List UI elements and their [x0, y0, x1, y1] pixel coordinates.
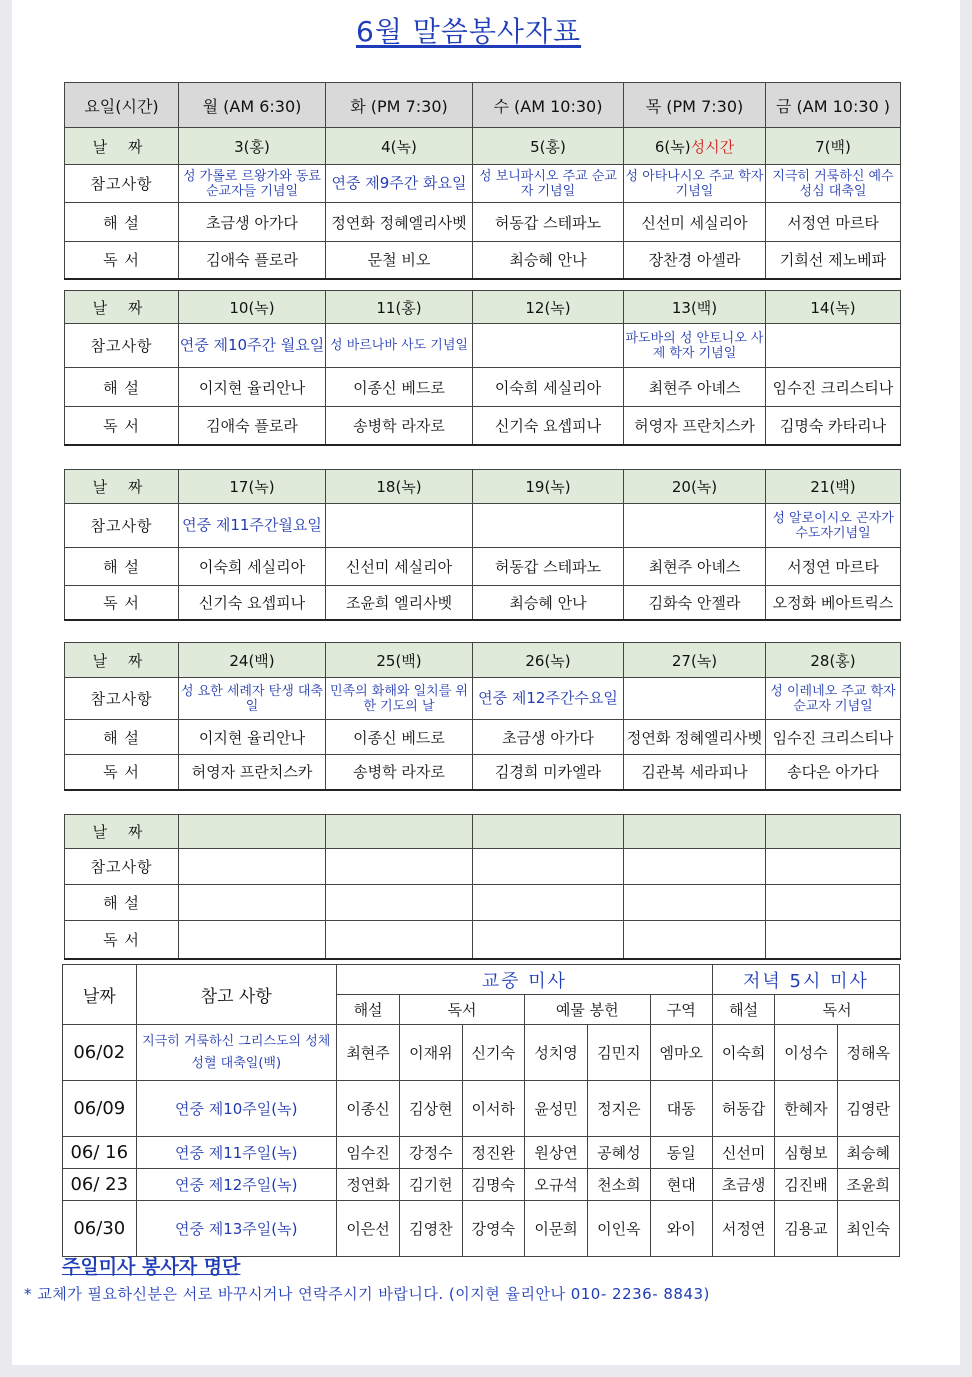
note-cell: 성 가롤로 르왕가와 동료 순교자들 기념일 — [179, 165, 326, 203]
note-cell — [766, 849, 901, 885]
reader-cell: 최승혜 안나 — [473, 586, 624, 620]
commentator-cell: 이지현 율리안나 — [179, 368, 326, 407]
commentator-cell — [766, 885, 901, 921]
commentator-cell: 허동갑 스테파노 — [473, 203, 624, 242]
reader-cell — [624, 921, 766, 959]
date-text: 25(백) — [376, 651, 422, 670]
date-cell — [766, 815, 901, 849]
reader-cell — [473, 921, 624, 959]
reader-cell: 기희선 제노베파 — [766, 242, 901, 279]
sunday-table — [62, 964, 900, 1257]
commentary-row — [65, 720, 901, 755]
row-label: 참고사항 — [65, 165, 179, 203]
date-cell — [473, 291, 624, 324]
sub-header-evening-reading: 독서 — [775, 995, 900, 1025]
note-cell: 연중 제9주간 화요일 — [326, 165, 473, 203]
commentator-cell: 초금생 아가다 — [473, 720, 624, 755]
sunday-date: 06/09 — [63, 1081, 137, 1137]
note-cell — [624, 678, 766, 720]
commentator-cell — [179, 885, 326, 921]
sunday-note-header: 참고 사항 — [136, 965, 336, 1025]
sunday-c-cell: 정연화 — [336, 1169, 399, 1201]
date-text: 20(녹) — [671, 478, 718, 496]
row-label: 해 설 — [65, 368, 179, 407]
sunday-row — [63, 1081, 900, 1137]
sunday-ec-cell: 서정연 — [712, 1201, 774, 1257]
reader-cell: 김화숙 안젤라 — [624, 586, 766, 620]
commentary-row — [65, 203, 901, 242]
week-table — [64, 814, 901, 960]
date-text: 4(녹) — [381, 137, 417, 156]
note-cell — [624, 849, 766, 885]
reader-cell: 김경희 미카엘라 — [473, 755, 624, 790]
sunday-row — [63, 1169, 900, 1201]
note-cell: 성 알로이시오 곤자가 수도자기념일 — [766, 504, 901, 548]
commentator-cell: 정연화 정혜엘리사벳 — [624, 720, 766, 755]
note-row — [65, 849, 901, 885]
row-label: 해 설 — [65, 548, 179, 586]
sunday-r1-cell: 김영찬 — [400, 1201, 462, 1257]
sunday-o2-cell: 천소희 — [588, 1169, 650, 1201]
sunday-ec-cell: 이숙희 — [712, 1025, 774, 1081]
note-cell: 지극히 거룩하신 예수 성심 대축일 — [766, 165, 901, 203]
week-table — [64, 290, 901, 446]
date-text: 19(녹) — [525, 478, 571, 496]
note-row — [65, 678, 901, 720]
commentary-row — [65, 548, 901, 586]
row-label: 참고사항 — [65, 849, 179, 885]
sunday-c-cell: 최현주 — [336, 1025, 399, 1081]
week-table — [64, 642, 901, 791]
date-cell — [624, 128, 766, 165]
note-cell — [766, 324, 901, 368]
commentator-cell: 신선미 세실리아 — [326, 548, 473, 586]
date-text: 5(홍) — [530, 137, 566, 156]
date-cell — [326, 470, 473, 504]
sunday-r2-cell: 정진완 — [462, 1137, 524, 1169]
note-cell — [326, 849, 473, 885]
date-text: 14(녹) — [810, 298, 856, 317]
sunday-er2-cell: 최인숙 — [837, 1201, 899, 1257]
date-text: 28(홍) — [810, 651, 856, 670]
reader-cell: 신기숙 요셉피나 — [179, 586, 326, 620]
sunday-c-cell: 이은선 — [336, 1201, 399, 1257]
week-table — [64, 82, 901, 280]
note-cell: 성 이레네오 주교 학자 순교자 기념일 — [766, 678, 901, 720]
sunday-r2-cell: 신기숙 — [462, 1025, 524, 1081]
sunday-r2-cell: 강영숙 — [462, 1201, 524, 1257]
reader-cell: 김관복 세라피나 — [624, 755, 766, 790]
schedule-page — [12, 0, 960, 1365]
note-row — [65, 504, 901, 548]
commentator-cell: 신선미 세실리아 — [624, 203, 766, 242]
date-cell — [326, 643, 473, 678]
note-cell — [473, 504, 624, 548]
sunday-note: 연중 제12주일(녹) — [136, 1169, 336, 1201]
reader-cell: 문철 비오 — [326, 242, 473, 279]
sunday-er1-cell: 심형보 — [775, 1137, 837, 1169]
note-cell — [179, 849, 326, 885]
note-cell — [473, 849, 624, 885]
note-cell: 연중 제11주간월요일 — [179, 504, 326, 548]
row-label: 독 서 — [65, 242, 179, 279]
sunday-er1-cell: 한혜자 — [775, 1081, 837, 1137]
footer-title: 주일미사 봉사자 명단 — [62, 1256, 241, 1278]
row-label: 날 짜 — [65, 128, 179, 165]
row-label: 독 서 — [65, 755, 179, 790]
sunday-o2-cell: 정지은 — [588, 1081, 650, 1137]
sunday-o2-cell: 공혜성 — [588, 1137, 650, 1169]
day-time-label: 요일(시간) — [65, 83, 179, 128]
sunday-date: 06/30 — [63, 1201, 137, 1257]
commentator-cell: 최현주 아녜스 — [624, 548, 766, 586]
reader-row — [65, 921, 901, 959]
reader-row — [65, 242, 901, 279]
day-header-row — [65, 83, 901, 128]
date-cell — [473, 815, 624, 849]
reader-cell: 허영자 프란치스카 — [624, 407, 766, 445]
date-cell — [179, 470, 326, 504]
sunday-date: 06/ 16 — [63, 1137, 137, 1169]
note-cell: 파도바의 성 안토니오 사제 학자 기념일 — [624, 324, 766, 368]
row-label: 해 설 — [65, 885, 179, 921]
sunday-er2-cell: 조윤희 — [837, 1169, 899, 1201]
date-text: 11(홍) — [376, 298, 422, 317]
commentator-cell: 이지현 율리안나 — [179, 720, 326, 755]
reader-cell: 신기숙 요셉피나 — [473, 407, 624, 445]
reader-row — [65, 755, 901, 790]
date-cell — [624, 815, 766, 849]
sunday-zone-cell: 엠마오 — [650, 1025, 712, 1081]
page-title: 6월 말씀봉사자표 — [356, 15, 582, 48]
date-cell — [766, 643, 901, 678]
row-label: 해 설 — [65, 203, 179, 242]
sunday-zone-cell: 현대 — [650, 1169, 712, 1201]
sunday-r1-cell: 김상현 — [400, 1081, 462, 1137]
sunday-er1-cell: 김진배 — [775, 1169, 837, 1201]
row-label: 해 설 — [65, 720, 179, 755]
reader-cell: 김애숙 플로라 — [179, 242, 326, 279]
date-cell — [326, 815, 473, 849]
date-text: 27(녹) — [671, 651, 718, 670]
note-row — [65, 165, 901, 203]
sunday-note: 지극히 거룩하신 그리스도의 성체 성혈 대축일(백) — [136, 1025, 336, 1081]
sunday-r2-cell: 김명숙 — [462, 1169, 524, 1201]
day-header: 화 (PM 7:30) — [326, 83, 473, 128]
parish-mass-header: 교중 미사 — [336, 965, 712, 995]
note-cell: 민족의 화해와 일치를 위한 기도의 날 — [326, 678, 473, 720]
sunday-note: 연중 제10주일(녹) — [136, 1081, 336, 1137]
date-cell — [766, 128, 901, 165]
note-cell: 성 바르나바 사도 기념일 — [326, 324, 473, 368]
commentator-cell: 임수진 크리스티나 — [766, 720, 901, 755]
row-label: 독 서 — [65, 921, 179, 959]
commentator-cell: 이숙희 세실리아 — [179, 548, 326, 586]
day-header: 수 (AM 10:30) — [473, 83, 624, 128]
sunday-er1-cell: 김용교 — [775, 1201, 837, 1257]
date-text: 18(녹) — [376, 478, 422, 496]
date-row — [65, 815, 901, 849]
row-label: 독 서 — [65, 407, 179, 445]
note-cell: 성 요한 세례자 탄생 대축일 — [179, 678, 326, 720]
sunday-date: 06/ 23 — [63, 1169, 137, 1201]
date-cell — [179, 643, 326, 678]
date-text: 7(백) — [815, 137, 851, 156]
date-text: 13(백) — [671, 298, 718, 317]
sunday-ec-cell: 신선미 — [712, 1137, 774, 1169]
commentator-cell — [473, 885, 624, 921]
sunday-o1-cell: 이문희 — [524, 1201, 587, 1257]
commentator-cell: 서정연 마르타 — [766, 203, 901, 242]
sunday-r1-cell: 이재위 — [400, 1025, 462, 1081]
note-cell — [326, 504, 473, 548]
day-header: 월 (AM 6:30) — [179, 83, 326, 128]
sunday-zone-cell: 와이 — [650, 1201, 712, 1257]
reader-cell: 김애숙 플로라 — [179, 407, 326, 445]
sunday-o1-cell: 윤성민 — [524, 1081, 587, 1137]
date-row — [65, 643, 901, 678]
sub-header-reading: 독서 — [400, 995, 525, 1025]
sunday-row — [63, 1025, 900, 1081]
row-label: 독 서 — [65, 586, 179, 620]
reader-cell: 오정화 베아트릭스 — [766, 586, 901, 620]
date-cell — [179, 291, 326, 324]
sunday-o1-cell: 오규석 — [524, 1169, 587, 1201]
date-cell — [624, 291, 766, 324]
reader-cell: 허영자 프란치스카 — [179, 755, 326, 790]
date-cell — [179, 128, 326, 165]
sunday-row — [63, 1137, 900, 1169]
sunday-c-cell: 임수진 — [336, 1137, 399, 1169]
note-row — [65, 324, 901, 368]
sunday-c-cell: 이종신 — [336, 1081, 399, 1137]
sunday-zone-cell: 대동 — [650, 1081, 712, 1137]
date-cell — [766, 470, 901, 504]
date-text: 21(백) — [810, 478, 856, 496]
commentary-row — [65, 885, 901, 921]
commentator-cell — [326, 885, 473, 921]
date-cell — [624, 643, 766, 678]
holy-hour-marker: 성시간 — [690, 137, 735, 156]
day-header: 목 (PM 7:30) — [624, 83, 766, 128]
commentator-cell — [624, 885, 766, 921]
date-text: 6(녹) — [654, 137, 691, 156]
row-label: 날 짜 — [65, 291, 179, 324]
note-cell: 연중 제12주간수요일 — [473, 678, 624, 720]
date-cell — [326, 291, 473, 324]
reader-row — [65, 586, 901, 620]
commentator-cell: 이숙희 세실리아 — [473, 368, 624, 407]
note-cell — [473, 324, 624, 368]
row-label: 날 짜 — [65, 643, 179, 678]
date-cell — [473, 470, 624, 504]
date-cell — [179, 815, 326, 849]
reader-row — [65, 407, 901, 445]
commentator-cell: 초금생 아가다 — [179, 203, 326, 242]
date-text: 12(녹) — [525, 298, 571, 317]
sub-header-offering: 예물 봉헌 — [524, 995, 650, 1025]
sunday-o2-cell: 김민지 — [588, 1025, 650, 1081]
sunday-date: 06/02 — [63, 1025, 137, 1081]
date-cell — [624, 470, 766, 504]
date-text: 24(백) — [229, 651, 275, 670]
commentator-cell: 허동갑 스테파노 — [473, 548, 624, 586]
row-label: 참고사항 — [65, 678, 179, 720]
commentary-row — [65, 368, 901, 407]
sunday-note: 연중 제13주일(녹) — [136, 1201, 336, 1257]
commentator-cell: 정연화 정혜엘리사벳 — [326, 203, 473, 242]
reader-cell: 조윤희 엘리사벳 — [326, 586, 473, 620]
sunday-date-header: 날짜 — [63, 965, 137, 1025]
reader-cell: 송병학 라자로 — [326, 755, 473, 790]
date-row — [65, 128, 901, 165]
note-cell: 연중 제10주간 월요일 — [179, 324, 326, 368]
date-text: 3(홍) — [234, 137, 270, 156]
reader-cell — [179, 921, 326, 959]
note-cell — [624, 504, 766, 548]
row-label: 참고사항 — [65, 504, 179, 548]
sunday-o1-cell: 원상연 — [524, 1137, 587, 1169]
sunday-o2-cell: 이인옥 — [588, 1201, 650, 1257]
date-text: 17(녹) — [229, 478, 275, 496]
sunday-row — [63, 1201, 900, 1257]
commentator-cell: 임수진 크리스티나 — [766, 368, 901, 407]
sunday-ec-cell: 초금생 — [712, 1169, 774, 1201]
sunday-o1-cell: 성치영 — [524, 1025, 587, 1081]
commentator-cell: 이종신 베드로 — [326, 720, 473, 755]
sunday-er2-cell: 김영란 — [837, 1081, 899, 1137]
row-label: 참고사항 — [65, 324, 179, 368]
row-label: 날 짜 — [65, 470, 179, 504]
reader-cell: 최승혜 안나 — [473, 242, 624, 279]
sub-header-commentary: 해설 — [336, 995, 399, 1025]
commentator-cell: 서정연 마르타 — [766, 548, 901, 586]
date-cell — [473, 128, 624, 165]
commentator-cell: 이종신 베드로 — [326, 368, 473, 407]
sunday-r2-cell: 이서하 — [462, 1081, 524, 1137]
note-cell: 성 아타나시오 주교 학자 기념일 — [624, 165, 766, 203]
sunday-er2-cell: 정해옥 — [837, 1025, 899, 1081]
sub-header-evening-commentary: 해설 — [712, 995, 774, 1025]
week-table — [64, 469, 901, 621]
date-row — [65, 291, 901, 324]
sunday-zone-cell: 동일 — [650, 1137, 712, 1169]
date-cell — [326, 128, 473, 165]
sunday-note: 연중 제11주일(녹) — [136, 1137, 336, 1169]
note-cell: 성 보니파시오 주교 순교자 기념일 — [473, 165, 624, 203]
reader-cell: 송다은 아가다 — [766, 755, 901, 790]
date-text: 10(녹) — [229, 298, 275, 317]
date-text: 26(녹) — [525, 651, 571, 670]
sunday-er2-cell: 최승혜 — [837, 1137, 899, 1169]
date-cell — [766, 291, 901, 324]
reader-cell: 송병학 라자로 — [326, 407, 473, 445]
reader-cell: 장찬경 아셀라 — [624, 242, 766, 279]
sunday-r1-cell: 김기헌 — [400, 1169, 462, 1201]
row-label: 날 짜 — [65, 815, 179, 849]
sunday-er1-cell: 이성수 — [775, 1025, 837, 1081]
footer-note: * 교체가 필요하신분은 서로 바꾸시거나 연락주시기 바랍니다. (이지현 율리안나 010- 2236- 8843) — [24, 1285, 710, 1303]
date-row — [65, 470, 901, 504]
commentator-cell: 최현주 아녜스 — [624, 368, 766, 407]
sunday-r1-cell: 강정수 — [400, 1137, 462, 1169]
reader-cell: 김명숙 카타리나 — [766, 407, 901, 445]
sunday-ec-cell: 허동갑 — [712, 1081, 774, 1137]
reader-cell — [766, 921, 901, 959]
date-cell — [473, 643, 624, 678]
day-header: 금 (AM 10:30 ) — [766, 83, 901, 128]
sub-header-zone: 구역 — [650, 995, 712, 1025]
evening-mass-header: 저녁 5시 미사 — [712, 965, 899, 995]
reader-cell — [326, 921, 473, 959]
